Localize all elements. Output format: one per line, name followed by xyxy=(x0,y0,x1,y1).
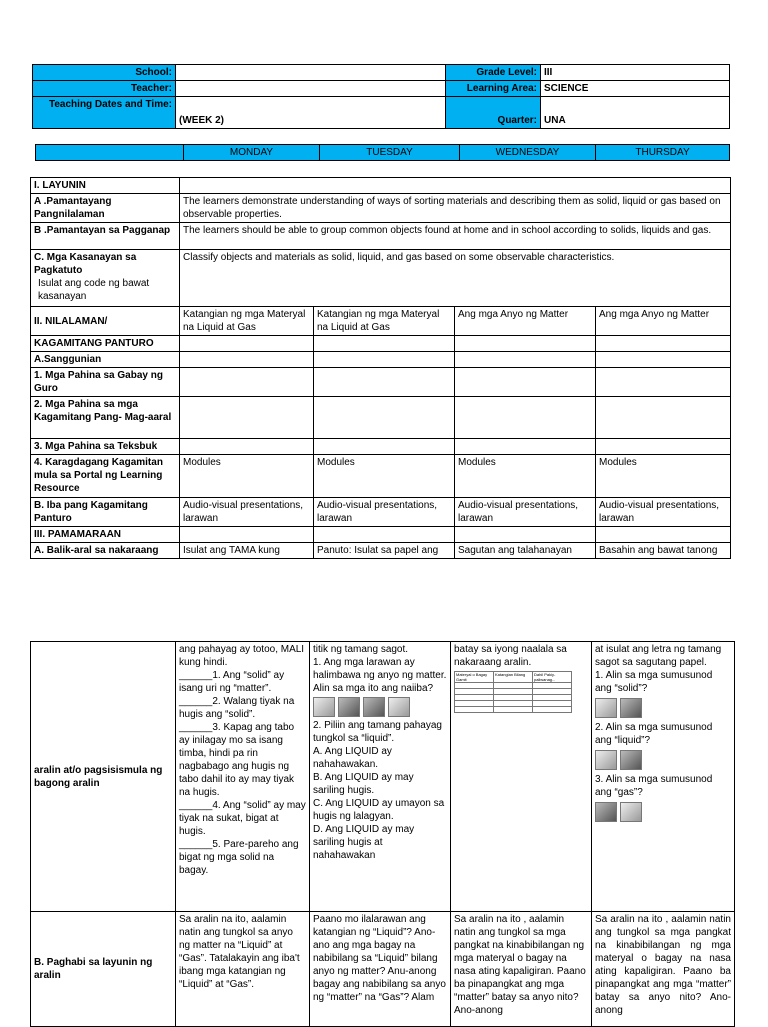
mini-head: Katangian Bilang xyxy=(494,672,533,683)
empty-cell xyxy=(314,397,455,439)
picture-icon xyxy=(620,698,642,718)
teksbuk-label: 3. Mga Pahina sa Teksbuk xyxy=(31,439,180,455)
empty-cell xyxy=(455,397,596,439)
gabay-label: 1. Mga Pahina sa Gabay ng Guro xyxy=(31,368,180,397)
balik-tue: Panuto: Isulat sa papel ang xyxy=(314,543,455,559)
mini-cell xyxy=(494,707,533,713)
grade-label: Grade Level: xyxy=(446,65,541,81)
area-value: SCIENCE xyxy=(541,81,730,97)
aralin-wed-cell xyxy=(451,642,592,912)
nilalaman-thu: Ang mga Anyo ng Matter xyxy=(596,307,731,336)
header-table xyxy=(32,64,730,129)
empty-cell xyxy=(596,527,731,543)
picture-icon xyxy=(388,697,410,717)
iba-mon: Audio-visual presentations, larawan xyxy=(180,498,314,527)
empty-cell xyxy=(180,527,314,543)
pagganap-text: The learners should be able to group common objects found at home and in school according to solids, liquids and gas. xyxy=(180,223,731,250)
days-blank-cell xyxy=(36,145,184,161)
empty-cell xyxy=(596,336,731,352)
empty-cell xyxy=(314,336,455,352)
school-label: School: xyxy=(33,65,176,81)
aralin-wed-text: batay sa iyong naalala sa nakaraang aralin. xyxy=(454,644,567,668)
thu-pictures-1 xyxy=(595,698,731,718)
picture-icon xyxy=(620,802,642,822)
quarter-value: UNA xyxy=(541,97,730,129)
paghabi-wed: Sa aralin na ito , aalamin natin ang tungkol sa mga pangkat na kinabibilangan ng mga materyal o bagay na nasa ating kapaligiran. Paano ba pinapangkat ang mga “matter” batay sa anyo nito? Ano-anong xyxy=(451,912,592,1027)
quarter-label: Quarter: xyxy=(446,97,541,129)
days-table xyxy=(35,144,730,161)
sanggunian-label: A.Sanggunian xyxy=(31,352,180,368)
aralin-thu-text-b: 2. Alin sa mga sumusunod ang “liquid”? xyxy=(595,722,713,746)
thu-pictures-3 xyxy=(595,802,731,822)
school-value xyxy=(176,65,446,81)
grade-value: III xyxy=(541,65,730,81)
balik-label: A. Balik-aral sa nakaraang xyxy=(31,543,180,559)
empty-cell xyxy=(596,397,731,439)
teacher-value xyxy=(176,81,446,97)
aralin-tue-text-a: titik ng tamang sagot. 1. Ang mga larawan ay halimbawa ng anyo ng matter. Alin sa mga ito ang naiiba? xyxy=(313,644,447,694)
teacher-label: Teacher: xyxy=(33,81,176,97)
balik-wed: Sagutan ang talahanayan xyxy=(455,543,596,559)
empty-cell xyxy=(455,439,596,455)
empty-cell xyxy=(180,336,314,352)
kasanayan-sub: Isulat ang code ng bawat kasanayan xyxy=(38,278,150,302)
empty-cell xyxy=(314,527,455,543)
aralin-thu-text-a: at isulat ang letra ng tamang sagot sa sagutang papel. 1. Alin sa mga sumusunod ang “solid”? xyxy=(595,644,722,694)
magaaral-label: 2. Mga Pahina sa mga Kagamitang Pang- Mag-aaral xyxy=(31,397,180,439)
aralin-thu-text-c: 3. Alin sa mga sumusunod ang “gas”? xyxy=(595,774,713,798)
lesson-plan-table-page2 xyxy=(30,641,735,1027)
picture-icon xyxy=(595,750,617,770)
iba-wed: Audio-visual presentations, larawan xyxy=(455,498,596,527)
picture-icon xyxy=(363,697,385,717)
pamantayang-label: A .Pamantayang Pangnilalaman xyxy=(31,194,180,223)
empty-cell xyxy=(596,439,731,455)
picture-icon xyxy=(313,697,335,717)
mini-head: Materyal o Bagay Gamit xyxy=(455,672,494,683)
kagamitan-label: KAGAMITANG PANTURO xyxy=(31,336,180,352)
empty-cell xyxy=(180,352,314,368)
aralin-thu-cell xyxy=(592,642,735,912)
picture-icon xyxy=(338,697,360,717)
portal-mon: Modules xyxy=(180,455,314,498)
day-wednesday: WEDNESDAY xyxy=(460,145,596,161)
portal-thu: Modules xyxy=(596,455,731,498)
mini-cell xyxy=(455,707,494,713)
aralin-tue-text-b: 2. Piliin ang tamang pahayag tungkol sa “liquid”. A. Ang LIQUID ay nahahawakan. B. Ang LIQUID ay may sariling hugis. C. Ang LIQUID ay umayon sa hugis ng lalagyan. D. Ang LIQUID ay may sariling hugis at nahahawakan xyxy=(313,720,445,861)
paghabi-tue: Paano mo ilalarawan ang katangian ng “Liquid”? Ano-ano ang mga bagay na nabibilang sa “Liquid” bilang anyo ng matter? Anu-anong bagay ang nabibilang sa anyo ng “matter” na “Gas”? Alam xyxy=(310,912,451,1027)
empty-cell xyxy=(455,527,596,543)
thu-pictures-2 xyxy=(595,750,731,770)
balik-mon: Isulat ang TAMA kung xyxy=(180,543,314,559)
nilalaman-mon: Katangian ng mga Materyal na Liquid at Gas xyxy=(180,307,314,336)
kasanayan-text: Classify objects and materials as solid, liquid, and gas based on some observable characteristics. xyxy=(180,250,731,307)
empty-cell xyxy=(180,397,314,439)
paghabi-thu: Sa aralin na ito , aalamin natin ang tungkol sa mga pangkat na kinabibilangan ng mga materyal o bagay na nasa ating kapaligiran. Paano ba pinapangkat ang mga “matter” batay sa anyo nito? Ano-anong xyxy=(592,912,735,1027)
empty-cell xyxy=(455,336,596,352)
pamamaraan-label: III. PAMAMARAAN xyxy=(31,527,180,543)
nilalaman-wed: Ang mga Anyo ng Matter xyxy=(455,307,596,336)
empty-cell xyxy=(314,368,455,397)
lesson-plan-table xyxy=(30,177,731,559)
day-tuesday: TUESDAY xyxy=(320,145,460,161)
pagganap-label: B .Pamantayan sa Pagganap xyxy=(31,223,180,250)
aralin-tue-pictures xyxy=(313,697,447,717)
balik-thu: Basahin ang bawat tanong xyxy=(596,543,731,559)
dates-label: Teaching Dates and Time: xyxy=(33,97,176,129)
day-monday: MONDAY xyxy=(184,145,320,161)
portal-label: 4. Karagdagang Kagamitan mula sa Portal ng Learning Resource xyxy=(31,455,180,498)
picture-icon xyxy=(595,802,617,822)
portal-wed: Modules xyxy=(455,455,596,498)
portal-tue: Modules xyxy=(314,455,455,498)
day-thursday: THURSDAY xyxy=(596,145,730,161)
pamantayang-text: The learners demonstrate understanding of ways of sorting materials and describing them as solid, liquid or gas based on observable properties. xyxy=(180,194,731,223)
layunin-blank xyxy=(180,178,731,194)
kasanayan-cell xyxy=(31,250,180,307)
empty-cell xyxy=(314,352,455,368)
empty-cell xyxy=(180,368,314,397)
paghabi-label: B. Paghabi sa layunin ng aralin xyxy=(31,912,176,1027)
picture-icon xyxy=(620,750,642,770)
iba-tue: Audio-visual presentations, larawan xyxy=(314,498,455,527)
empty-cell xyxy=(314,439,455,455)
empty-cell xyxy=(455,368,596,397)
empty-cell xyxy=(455,352,596,368)
mini-head: Dahil Pakiy-paliwanag... xyxy=(533,672,572,683)
picture-icon xyxy=(595,698,617,718)
iba-thu: Audio-visual presentations, larawan xyxy=(596,498,731,527)
aralin-label: aralin at/o pagsisismula ng bagong aralin xyxy=(31,642,176,912)
area-label: Learning Area: xyxy=(446,81,541,97)
paghabi-mon: Sa aralin na ito, aalamin natin ang tungkol sa anyo ng matter na “Liquid” at “Gas”. Tatalakayin ang iba't ibang mga katangian ng “Liquid” at “Gas”. xyxy=(176,912,310,1027)
empty-cell xyxy=(596,352,731,368)
aralin-tue-cell xyxy=(310,642,451,912)
kasanayan-label: C. Mga Kasanayan sa Pagkatuto xyxy=(34,252,137,276)
layunin-heading: I. LAYUNIN xyxy=(31,178,180,194)
empty-cell xyxy=(596,368,731,397)
iba-label: B. Iba pang Kagamitang Panturo xyxy=(31,498,180,527)
wed-mini-table xyxy=(454,671,572,713)
nilalaman-tue: Katangian ng mga Materyal na Liquid at Gas xyxy=(314,307,455,336)
aralin-mon: ang pahayag ay totoo, MALI kung hindi. ______1. Ang “solid” ay isang uri ng “matter”. ______2. Walang tiyak na hugis ang “solid”. ______3. Kapag ang tabo ay inilagay mo sa isang timba, hindi pa rin nagbabago ang hugis ng tabo dahil ito ay may tiyak na hugis. ______4. Ang “solid” ay may tiyak na sukat, bigat at hugis. ______5. Pare-pareho ang bigat ng mga solid na bagay. xyxy=(176,642,310,912)
nilalaman-label: II. NILALAMAN/ xyxy=(31,307,180,336)
mini-cell xyxy=(533,707,572,713)
empty-cell xyxy=(180,439,314,455)
dates-value: (WEEK 2) xyxy=(176,97,446,129)
